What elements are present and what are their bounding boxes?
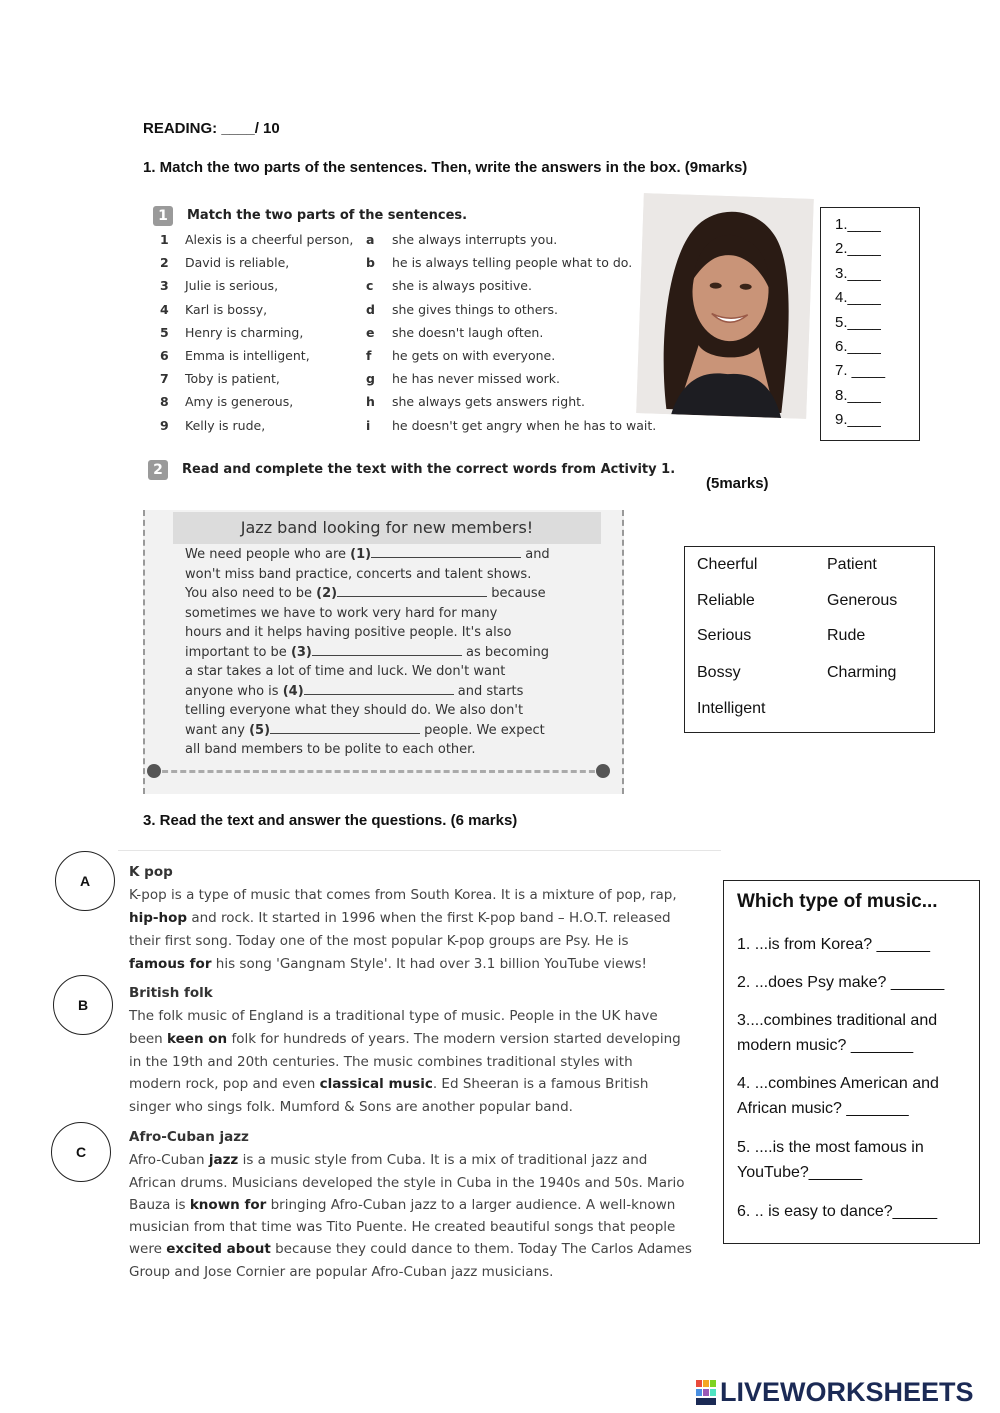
row-letter: e [366, 324, 375, 340]
afro-cuban-heading: Afro-Cuban jazz [129, 1129, 249, 1145]
jazz-line: all band members to be polite to each other. [185, 742, 476, 757]
text-segment: bringing Afro-Cuban jazz to a larger audience. A well-known [266, 1197, 676, 1213]
row-right: she always interrupts you. [392, 232, 558, 247]
jazz-text-segment: as becoming [461, 644, 549, 660]
row-number: 8 [160, 394, 169, 410]
row-right: he has never missed work. [392, 371, 560, 387]
activity-1-title: Match the two parts of the sentences. [187, 208, 468, 223]
jazz-text-segment: important to be [185, 644, 291, 660]
answer-slot[interactable]: 7. ____ [835, 362, 886, 380]
answer-box [820, 207, 920, 441]
word-serious: Serious [697, 627, 752, 644]
jazz-line [185, 586, 595, 606]
reading-score-label: READING: ____/ 10 [143, 120, 280, 137]
jazz-text-segment: people. We expect [420, 722, 545, 738]
gap-number: (4) [282, 683, 304, 699]
gap-1-input[interactable] [371, 548, 521, 558]
row-right: she gives things to others. [392, 301, 559, 317]
activity-1 [145, 198, 665, 443]
instruction-3: 3. Read the text and answer the questions. (6 marks) [143, 812, 518, 829]
girl-photo [636, 193, 814, 419]
row-number: 9 [160, 417, 169, 433]
instruction-1: 1. Match the two parts of the sentences. Then, write the answers in the box. (9marks) [143, 159, 748, 176]
match-row [145, 255, 665, 278]
match-row [145, 394, 665, 417]
word-cheerful: Cheerful [697, 556, 758, 573]
word-charming: Charming [827, 664, 897, 681]
pin-dot-right [596, 764, 610, 778]
jazz-line [185, 645, 595, 665]
jazz-line: sometimes we have to work very hard for many [185, 605, 498, 621]
key-phrase: jazz [208, 1152, 239, 1168]
folk-heading: British folk [129, 985, 213, 1001]
word-patient: Patient [827, 556, 877, 573]
jazz-line [185, 684, 595, 704]
activity-2-title: Read and complete the text with the correct words from Activity 1. [182, 462, 676, 477]
jazz-advert [143, 510, 624, 794]
row-left: Julie is serious, [185, 278, 279, 294]
text-line [129, 1197, 675, 1213]
answer-slot[interactable]: 1.____ [835, 216, 881, 233]
questions-title: Which type of music... [737, 891, 938, 912]
key-phrase: excited about [166, 1241, 271, 1257]
dashed-divider [153, 770, 604, 773]
activity-2-heading [145, 458, 705, 484]
row-letter: g [366, 371, 375, 387]
row-right: he is always telling people what to do. [392, 255, 633, 271]
row-number: 2 [160, 255, 169, 271]
row-left: David is reliable, [185, 255, 290, 271]
question-5[interactable]: 5. ....is the most famous in YouTube?______ [737, 1139, 924, 1181]
text-segment: his song 'Gangnam Style'. It had over 3.1 billion YouTube views! [211, 956, 647, 972]
gap-number: (5) [249, 722, 271, 738]
text-line: African drums. Musicians developed the style in Cuba in the 1940s and 50s. Mario [129, 1175, 685, 1191]
row-left: Emma is intelligent, [185, 347, 310, 363]
text-line [129, 1031, 681, 1047]
row-number: 6 [160, 347, 169, 363]
text-segment: were [129, 1241, 167, 1257]
word-generous: Generous [827, 592, 898, 609]
text-line [129, 1076, 648, 1092]
gap-2-input[interactable] [337, 587, 487, 597]
text-segment: and rock. It started in 1996 when the first K-pop band – H.O.T. released [187, 910, 671, 926]
row-number: 3 [160, 278, 169, 294]
answer-slot[interactable]: 8.____ [835, 386, 881, 404]
row-letter: h [366, 394, 375, 410]
key-phrase: keen on [167, 1031, 228, 1047]
answer-slot[interactable]: 6.____ [835, 337, 881, 355]
row-right: she is always positive. [392, 278, 532, 294]
match-rows [145, 232, 665, 441]
jazz-text-segment: anyone who is [185, 683, 283, 699]
word-rude: Rude [827, 627, 866, 644]
text-segment: folk for hundreds of years. The modern version started developing [227, 1031, 681, 1047]
activity-2-marks: (5marks) [706, 475, 769, 492]
text-line [129, 910, 671, 926]
gap-number: (2) [316, 586, 338, 601]
logo-text: LIVEWORKSHEETS [720, 1377, 974, 1407]
jazz-line [185, 547, 595, 567]
key-phrase: famous for [129, 956, 212, 972]
row-right: she always gets answers right. [392, 394, 585, 410]
text-line: singer who sings folk. Mumford & Sons are another popular band. [129, 1099, 573, 1115]
match-row [145, 232, 665, 255]
word-bank [684, 546, 935, 733]
row-letter: c [366, 278, 374, 294]
text-segment: . Ed Sheeran is a famous British [432, 1076, 649, 1092]
reading-passage [118, 848, 721, 1288]
activity-2-badge: 2 [148, 460, 168, 480]
text-line: in the 19th and 20th centuries. The music combines traditional styles with [129, 1054, 633, 1070]
text-line: their first song. Today one of the most popular K-pop groups are Psy. He is [129, 933, 629, 949]
questions-box [723, 880, 980, 1244]
text-line: musician from that time was Tito Puente. He created beautiful songs that people [129, 1219, 676, 1235]
passage-top-rule [118, 850, 721, 851]
jazz-text-segment: and starts [453, 683, 524, 699]
match-row [145, 278, 665, 301]
gap-3-input[interactable] [312, 646, 462, 656]
gap-4-input[interactable] [304, 685, 454, 695]
girl-photo-illustration [636, 193, 814, 419]
text-line [129, 1241, 692, 1257]
question-3[interactable]: 3....combines traditional and modern music? _______ [737, 1012, 938, 1054]
row-letter: i [366, 417, 371, 433]
row-letter: f [366, 347, 372, 363]
answer-slot[interactable]: 5.____ [835, 313, 881, 331]
row-number: 4 [160, 301, 169, 317]
jazz-text-segment: because [487, 586, 546, 601]
gap-number: (1) [350, 547, 372, 562]
gap-number: (3) [290, 644, 312, 660]
text-segment: been [129, 1031, 168, 1047]
text-segment: Afro-Cuban [129, 1152, 209, 1168]
key-phrase: classical music [319, 1076, 433, 1092]
jazz-text-segment: want any [185, 722, 250, 738]
jazz-text-segment: You also need to be [185, 586, 317, 601]
word-reliable: Reliable [697, 592, 755, 609]
key-phrase: known for [189, 1197, 267, 1213]
row-left: Kelly is rude, [185, 417, 266, 433]
jazz-line: won't miss band practice, concerts and talent shows. [185, 566, 532, 582]
text-line [129, 1152, 647, 1168]
answer-slot[interactable]: 4.____ [835, 289, 881, 307]
text-segment: Bauza is [129, 1197, 190, 1213]
gap-5-input[interactable] [270, 724, 420, 734]
row-number: 7 [160, 371, 169, 387]
answer-slot[interactable]: 2.____ [835, 240, 881, 258]
row-right: he doesn't get angry when he has to wait. [392, 417, 657, 433]
letter-circle-c[interactable]: C [51, 1122, 111, 1182]
match-row [145, 371, 665, 394]
question-1[interactable]: 1. ...is from Korea? ______ [737, 936, 930, 953]
question-4[interactable]: 4. ...combines American and African music? _______ [737, 1075, 939, 1117]
jazz-line: a star takes a lot of time and luck. We don't want [185, 664, 506, 679]
text-line: The folk music of England is a traditional type of music. People in the UK have [129, 1008, 658, 1024]
jazz-line: telling everyone what they should do. We also don't [185, 703, 524, 718]
word-bossy: Bossy [697, 664, 741, 681]
jazz-line [185, 723, 595, 743]
answer-slot[interactable]: 9.____ [835, 411, 881, 429]
row-left: Amy is generous, [185, 394, 294, 410]
kpop-heading: K pop [129, 864, 173, 880]
row-left: Henry is charming, [185, 324, 304, 340]
row-left: Alexis is a cheerful person, [185, 232, 354, 247]
jazz-text-segment: We need people who are [185, 547, 351, 562]
row-number: 5 [160, 324, 169, 340]
row-letter: d [366, 301, 375, 317]
text-line: Group and Jose Cornier are popular Afro-Cuban jazz musicians. [129, 1264, 554, 1280]
text-line [129, 956, 647, 972]
text-line: K-pop is a type of music that comes from South Korea. It is a mixture of pop, rap, [129, 887, 677, 903]
row-left: Toby is patient, [185, 371, 280, 387]
word-intelligent: Intelligent [697, 700, 766, 717]
row-right: she doesn't laugh often. [392, 324, 544, 340]
letter-circle-b[interactable]: B [53, 975, 113, 1035]
letter-circle-a[interactable]: A [55, 851, 115, 911]
text-segment: is a music style from Cuba. It is a mix of traditional jazz and [238, 1152, 648, 1168]
match-row [145, 418, 665, 441]
activity-1-badge: 1 [153, 206, 173, 226]
row-left: Karl is bossy, [185, 301, 268, 317]
match-row [145, 302, 665, 325]
jazz-line: hours and it helps having positive people. It's also [185, 625, 512, 640]
row-letter: b [366, 255, 375, 271]
question-6[interactable]: 6. .. is easy to dance?_____ [737, 1203, 938, 1220]
jazz-text [185, 547, 595, 762]
answer-slot[interactable]: 3.____ [835, 264, 881, 282]
match-row [145, 325, 665, 348]
match-row [145, 348, 665, 371]
logo-icon [696, 1380, 718, 1406]
row-letter: a [366, 232, 375, 247]
jazz-text-segment: and [521, 547, 550, 562]
text-segment: modern rock, pop and even [129, 1076, 320, 1092]
row-right: he gets on with everyone. [392, 347, 556, 363]
row-number: 1 [160, 232, 169, 247]
question-2[interactable]: 2. ...does Psy make? ______ [737, 974, 945, 991]
jazz-title: Jazz band looking for new members! [173, 512, 601, 544]
pin-dot-left [147, 764, 161, 778]
text-segment: because they could dance to them. Today The Carlos Adames [270, 1241, 692, 1257]
key-phrase: hip-hop [129, 910, 188, 926]
liveworksheets-logo [696, 1377, 974, 1413]
